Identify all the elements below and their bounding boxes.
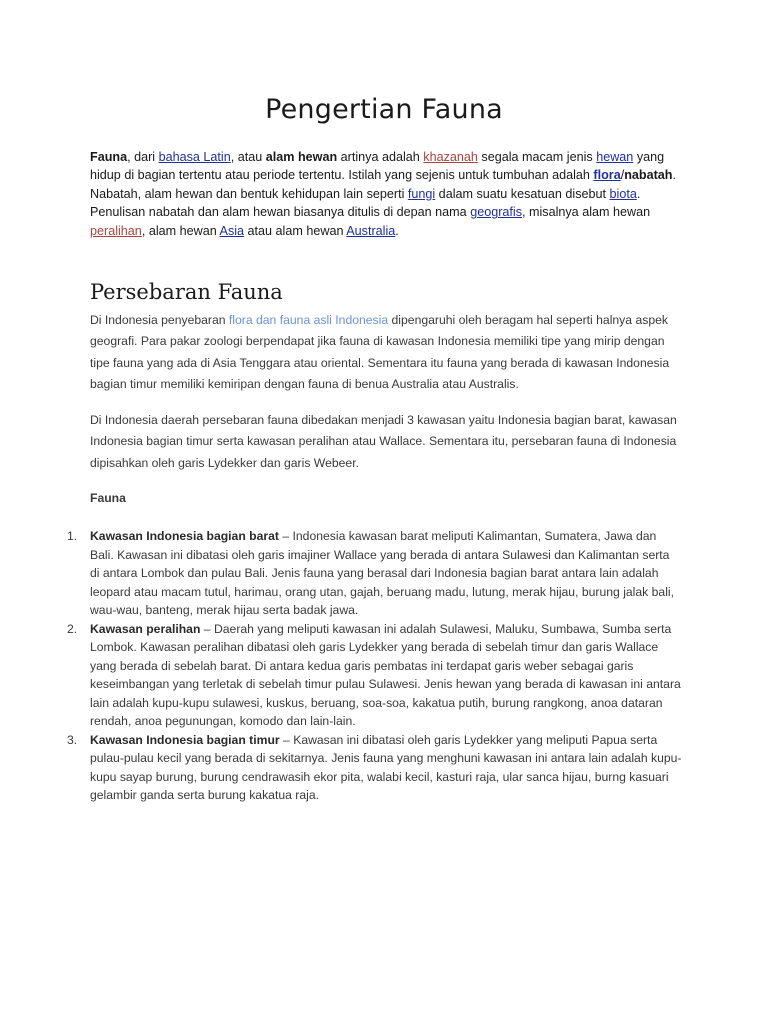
link-biota[interactable]: biota [609,186,637,201]
intro-text: dalam suatu kesatuan disebut [435,186,610,201]
intro-text: segala macam jenis [477,150,597,164]
link-australia[interactable]: Australia [346,223,396,238]
list-number: 3. [67,732,78,747]
list-item [62,620,682,731]
list-item-title: Kawasan Indonesia bagian timur [90,732,280,747]
section-heading: Persebaran Fauna [90,280,283,304]
list-item-text: – Daerah yang meliputi kawasan ini adalah Sulawesi, Maluku, Sumbawa, Sumba serta Lombok. Kawasan peralihan dibatasi oleh garis Lydekker yang berada di sebelah timur dan garis Wallace yang berada di sebelah barat. Di antara kedua garis pembatas ini terdapat garis weber sebagai garis keseimbangan yang terletak di sebelah timur pulau Sulawesi. Jenis hewan yang berada di kawasan ini antara lain adalah kupu-kupu sulawesi, kuskus, beruang, soa-soa, kakatua putih, burung rangkong, anoa dataran rendah, anoa pegunungan, komodo dan lain-lain. [90,621,681,728]
list-item-text: – Indonesia kawasan barat meliputi Kalimantan, Sumatera, Jawa dan Bali. Kawasan ini dibatasi oleh garis imajiner Wallace yang berada di antara Sulawesi dan Kalimantan serta di antara Lombok dan pulau Bali. Jenis fauna yang berasal dari Indonesia bagian barat antara lain adalah leopard atau macam tutul, harimau, orang utan, gajah, beruang madu, lutung, merak hijau, burung jalak bali, wau-wau, banteng, merak hijau serta badak jawa. [90,529,675,617]
intro-text: , misalnya alam hewan [522,205,651,220]
subheading-fauna: Fauna [90,491,126,505]
intro-term-nabatah: nabatah [624,168,673,183]
list-item [62,527,682,620]
list-number: 2. [67,621,78,636]
list-item-title: Kawasan Indonesia bagian barat [90,529,279,543]
intro-paragraph [90,148,680,240]
link-geografis[interactable]: geografis [470,205,522,220]
link-khazanah[interactable]: khazanah [423,150,478,164]
list-item-text: – Kawasan ini dibatasi oleh garis Lydekker yang meliputi Papua serta pulau-pulau kecil yang berada di sekitarnya. Jenis fauna yang menghuni kawasan ini antara lain adalah kupu-kupu sayap burung, burung cendrawasih ekor pita, walabi kecil, kasturi raja, ular sanca hijau, burng kasuari gelambir ganda serta burung kakatua raja. [90,732,682,802]
region-list [62,527,682,805]
section-paragraph-1 [90,310,682,395]
link-bahasa-latin[interactable]: bahasa Latin [158,150,231,164]
intro-text: , dari [127,150,159,164]
intro-text: yang hidup di bagian tertentu atau periode tertentu. Istilah yang sejenis untuk tumbuhan adalah [90,150,665,183]
list-item [62,731,682,805]
intro-text: . Nabatah, alam hewan dan bentuk kehidupan lain seperti [90,168,676,201]
intro-term-fauna: Fauna [90,150,128,164]
list-item-title: Kawasan peralihan [90,621,201,636]
link-flora[interactable]: flora [593,168,621,183]
intro-text: . Penulisan nabatah dan alam hewan biasanya ditulis di depan nama [90,186,641,220]
intro-text: / [620,168,625,183]
link-peralihan[interactable]: peralihan [90,223,142,238]
link-flora-fauna-indonesia[interactable]: flora dan fauna asli Indonesia [228,313,389,327]
list-number: 1. [67,529,78,543]
paragraph-text: Di Indonesia penyebaran [90,313,229,327]
link-hewan[interactable]: hewan [596,150,634,164]
link-asia[interactable]: Asia [219,223,245,238]
intro-text: , atau [230,150,266,164]
section-paragraph-2 [90,410,682,474]
intro-term-alam-hewan: alam hewan [265,150,338,164]
intro-text: . [395,223,399,238]
intro-text: , alam hewan [141,223,220,238]
intro-text: atau alam hewan [244,223,347,238]
page-title: Pengertian Fauna [265,94,503,125]
paragraph-text: dipengaruhi oleh beragam hal seperti halnya aspek geografi. Para pakar zoologi berpendapat jika fauna di kawasan Indonesia memiliki tipe yang mirip dengan tipe fauna yang ada di Asia Tenggara atau oriental. Sementara itu fauna yang berada di kawasan Indonesia bagian timur memiliki kemiripan dengan fauna di benua Australia atau Australis. [90,313,670,391]
intro-text: artinya adalah [337,150,424,164]
paragraph-text: Di Indonesia daerah persebaran fauna dibedakan menjadi 3 kawasan yaitu Indonesia bagian barat, kawasan Indonesia bagian timur serta kawasan peralihan atau Wallace. Sementara itu, persebaran fauna di Indonesia dipisahkan oleh garis Lydekker dan garis Webeer. [90,413,677,470]
link-fungi[interactable]: fungi [407,186,436,201]
